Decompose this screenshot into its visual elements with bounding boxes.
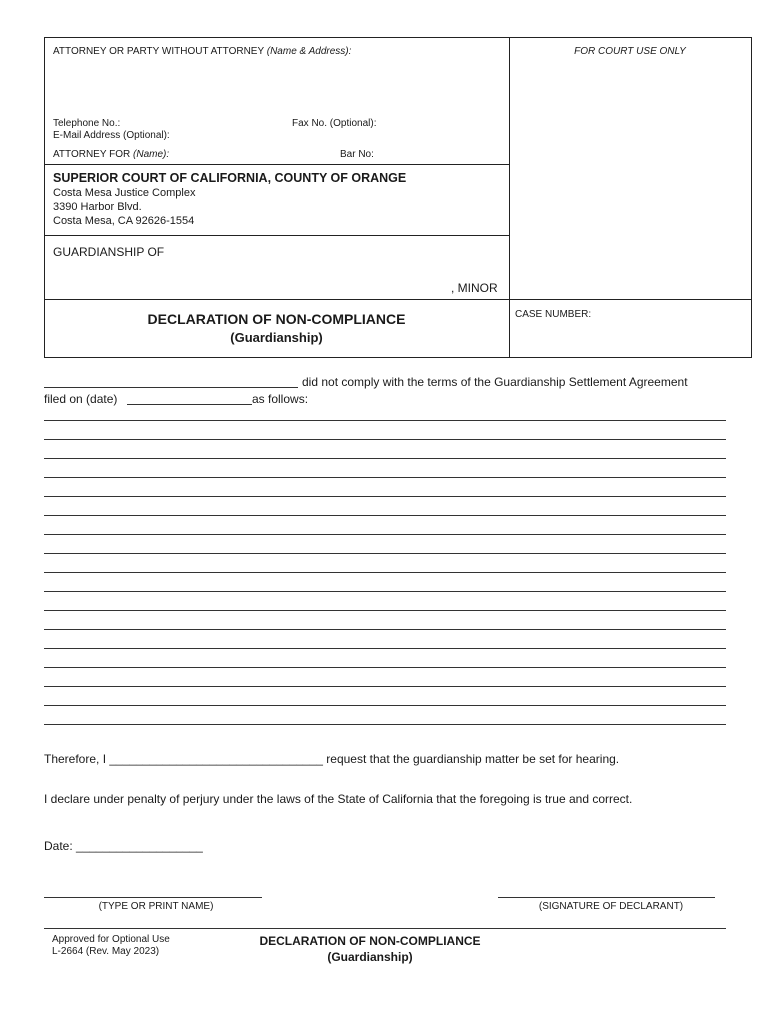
therefore-statement: Therefore, I ________________________________ request that the guardianship matter be set for hearing. <box>44 752 620 766</box>
date-filed-blank[interactable] <box>127 404 252 405</box>
minor-label: , MINOR <box>451 281 498 295</box>
attorney-for-label: ATTORNEY FOR (Name): <box>53 149 170 160</box>
ruled-line[interactable] <box>44 610 726 611</box>
ruled-line[interactable] <box>44 724 726 725</box>
ruled-line[interactable] <box>44 553 726 554</box>
ruled-line[interactable] <box>44 477 726 478</box>
ruled-line[interactable] <box>44 686 726 687</box>
ruled-line[interactable] <box>44 496 726 497</box>
signature-caption: (SIGNATURE OF DECLARANT) <box>538 901 684 912</box>
divider <box>509 38 510 358</box>
perjury-declaration: I declare under penalty of perjury under the laws of the State of California that the foregoing is true and correct. <box>44 792 633 806</box>
ruled-line[interactable] <box>44 591 726 592</box>
attorney-address-field[interactable] <box>53 58 501 114</box>
as-follows-label: as follows: <box>252 392 309 406</box>
court-street: 3390 Harbor Blvd. <box>53 201 142 213</box>
ruled-line[interactable] <box>44 667 726 668</box>
signature-line[interactable] <box>498 897 715 898</box>
attorney-label: ATTORNEY OR PARTY WITHOUT ATTORNEY (Name & Address): <box>53 46 352 57</box>
ruled-line[interactable] <box>44 439 726 440</box>
ruled-line[interactable] <box>44 705 726 706</box>
ruled-line[interactable] <box>44 458 726 459</box>
form-title: DECLARATION OF NON-COMPLIANCE <box>147 311 406 327</box>
filed-on-label: filed on (date) <box>44 392 118 406</box>
date-line: Date: ___________________ <box>44 839 203 853</box>
telephone-label: Telephone No.: <box>53 118 121 129</box>
name-blank[interactable] <box>44 387 298 388</box>
court-complex: Costa Mesa Justice Complex <box>53 187 196 199</box>
court-name: SUPERIOR COURT OF CALIFORNIA, COUNTY OF ORANGE <box>53 171 407 185</box>
footer-divider <box>44 928 726 929</box>
approved-label: Approved for Optional Use <box>52 934 170 945</box>
ruled-line[interactable] <box>44 515 726 516</box>
ruled-line[interactable] <box>44 648 726 649</box>
divider <box>45 235 509 236</box>
ruled-line[interactable] <box>44 572 726 573</box>
form-subtitle: (Guardianship) <box>230 330 323 345</box>
footer-subtitle: (Guardianship) <box>327 950 413 964</box>
case-number-label: CASE NUMBER: <box>515 309 592 320</box>
non-compliance-text: did not comply with the terms of the Guardianship Settlement Agreement <box>302 375 688 389</box>
case-number-field[interactable] <box>515 322 745 352</box>
guardianship-of-label: GUARDIANSHIP OF <box>53 245 165 259</box>
bar-no-label: Bar No: <box>340 149 374 160</box>
print-name-line[interactable] <box>44 897 262 898</box>
requester-blank[interactable]: ________________________________ <box>109 752 323 766</box>
ruled-line[interactable] <box>44 629 726 630</box>
footer-title: DECLARATION OF NON-COMPLIANCE <box>259 934 481 948</box>
court-city: Costa Mesa, CA 92626-1554 <box>53 215 195 227</box>
email-label: E-Mail Address (Optional): <box>53 130 170 141</box>
form-number: L-2664 (Rev. May 2023) <box>52 946 160 957</box>
ruled-line[interactable] <box>44 534 726 535</box>
date-blank[interactable]: ___________________ <box>76 839 203 853</box>
divider <box>45 164 509 165</box>
court-use-label: FOR COURT USE ONLY <box>574 46 686 57</box>
divider <box>45 299 752 300</box>
print-name-caption: (TYPE OR PRINT NAME) <box>98 901 214 912</box>
ruled-line[interactable] <box>44 420 726 421</box>
fax-label: Fax No. (Optional): <box>292 118 377 129</box>
